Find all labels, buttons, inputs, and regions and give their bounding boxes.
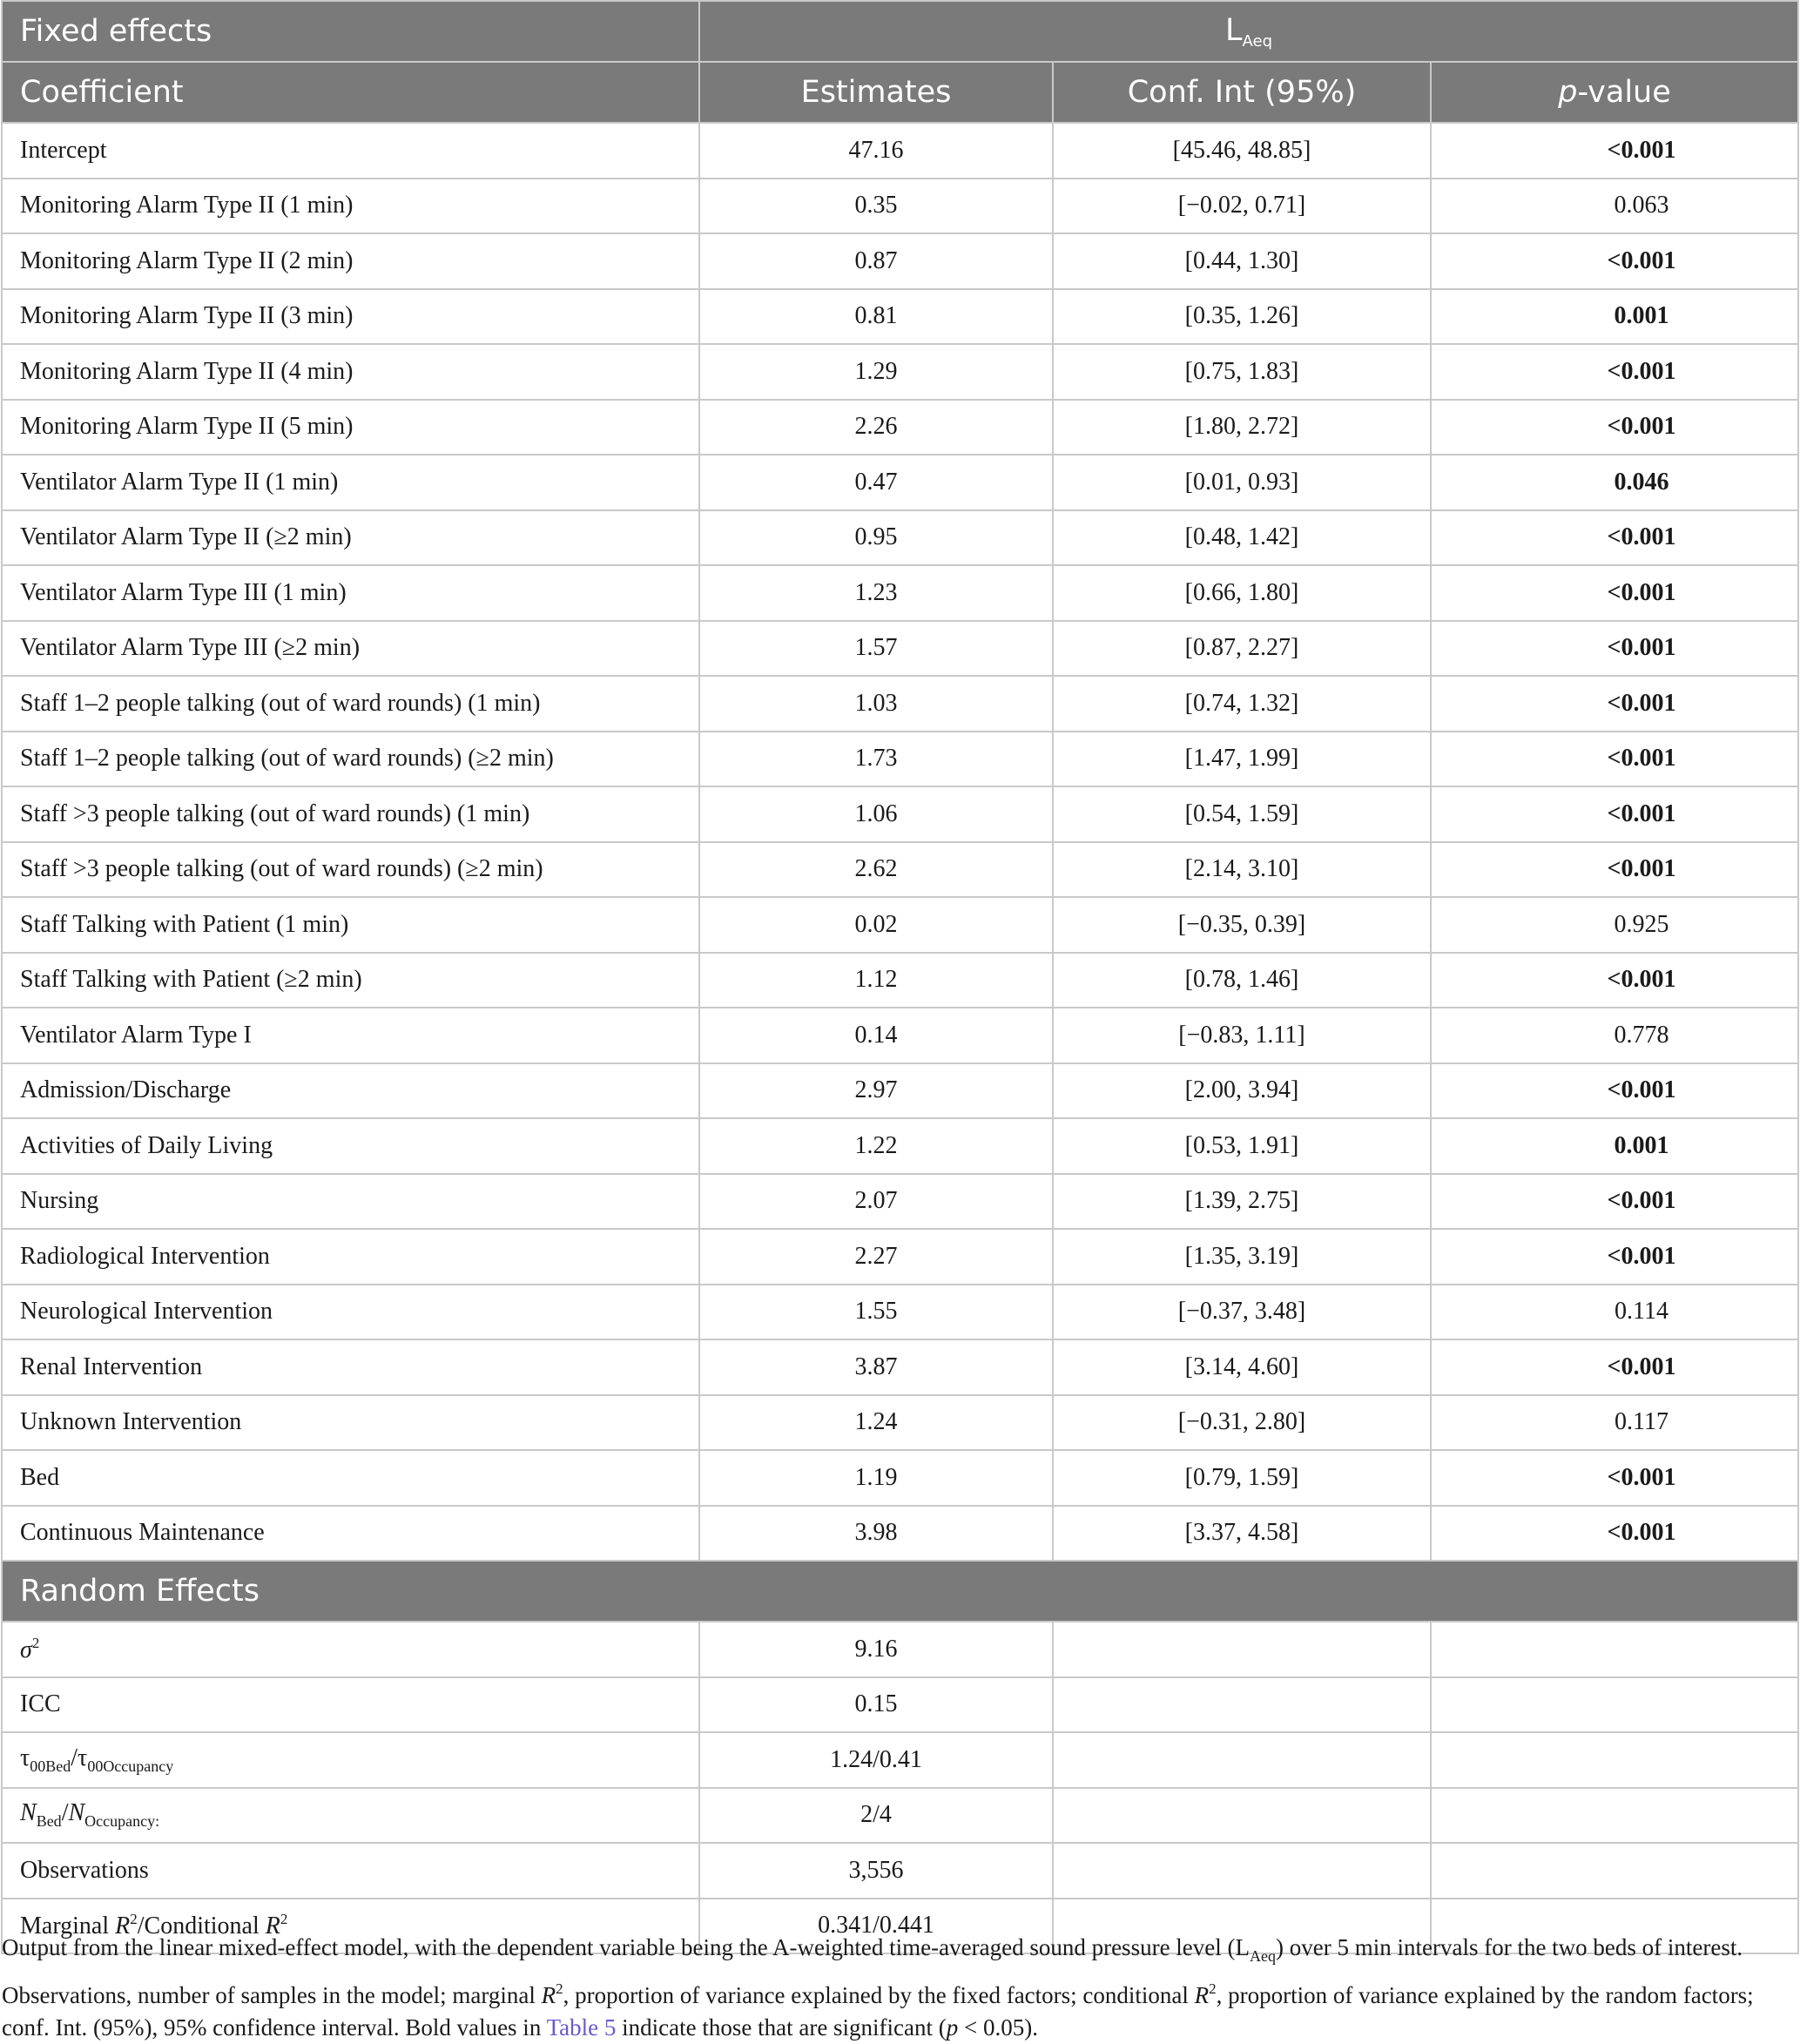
table-row xyxy=(2,510,1798,566)
estimate-cell: 0.81 xyxy=(699,289,1053,345)
ci-cell: [0.66, 1.80] xyxy=(1053,565,1431,621)
estimate-cell: 3.87 xyxy=(699,1339,1053,1395)
ci-cell: [45.46, 48.85] xyxy=(1053,123,1431,179)
random-row-n xyxy=(2,1788,1798,1844)
r2-r1: R xyxy=(115,1912,131,1940)
laeq-sub: Aeq xyxy=(1242,31,1273,51)
estimate-cell: 1.12 xyxy=(699,953,1053,1009)
p-value-cell: 0.114 xyxy=(1431,1285,1798,1340)
p-value-cell: <0.001 xyxy=(1431,786,1798,842)
random-row-sigma xyxy=(2,1622,1798,1677)
p-value-cell: <0.001 xyxy=(1431,676,1798,732)
caption-sup: 2 xyxy=(1209,1980,1217,1997)
ci-cell: [0.75, 1.83] xyxy=(1053,344,1431,400)
p-value-cell: <0.001 xyxy=(1431,953,1798,1009)
n-label xyxy=(2,1788,699,1844)
ci-cell: [−0.83, 1.11] xyxy=(1053,1008,1431,1063)
r2-sup1: 2 xyxy=(130,1911,138,1928)
table-row xyxy=(2,455,1798,510)
p-value-cell: <0.001 xyxy=(1431,1063,1798,1119)
table-row xyxy=(2,344,1798,400)
estimates-header: Estimates xyxy=(699,62,1053,123)
estimate-cell: 1.19 xyxy=(699,1450,1053,1506)
p-value-cell: 0.925 xyxy=(1431,897,1798,953)
empty-cell xyxy=(1053,1843,1431,1899)
ci-cell: [0.01, 0.93] xyxy=(1053,455,1431,510)
p-value-cell: <0.001 xyxy=(1431,1450,1798,1506)
estimate-cell: 2.97 xyxy=(699,1063,1053,1119)
coefficient-cell: Monitoring Alarm Type II (3 min) xyxy=(2,289,699,345)
ci-cell: [3.37, 4.58] xyxy=(1053,1506,1431,1562)
coefficient-cell: Bed xyxy=(2,1450,699,1506)
p-value-cell: <0.001 xyxy=(1431,510,1798,566)
estimate-cell: 2.62 xyxy=(699,842,1053,898)
observations-value: 3,556 xyxy=(699,1843,1053,1899)
icc-label: ICC xyxy=(2,1677,699,1733)
p-value-cell: <0.001 xyxy=(1431,842,1798,898)
table-row xyxy=(2,400,1798,455)
table-row xyxy=(2,1285,1798,1340)
ci-cell: [−0.02, 0.71] xyxy=(1053,179,1431,234)
estimate-cell: 47.16 xyxy=(699,123,1053,179)
p-value-cell: <0.001 xyxy=(1431,732,1798,787)
table-row xyxy=(2,1118,1798,1174)
coefficient-cell: Staff >3 people talking (out of ward rounds) (≥2 min) xyxy=(2,842,699,898)
coefficient-cell: Monitoring Alarm Type II (5 min) xyxy=(2,400,699,455)
sigma-label xyxy=(2,1622,699,1677)
ci-cell: [−0.31, 2.80] xyxy=(1053,1395,1431,1451)
random-effects-title-row xyxy=(2,1561,1798,1622)
coefficient-cell: Unknown Intervention xyxy=(2,1395,699,1451)
coefficient-cell: Nursing xyxy=(2,1174,699,1230)
sigma-value: 9.16 xyxy=(699,1622,1053,1677)
estimate-cell: 1.23 xyxy=(699,565,1053,621)
coefficient-cell: Admission/Discharge xyxy=(2,1063,699,1119)
coefficient-cell: Ventilator Alarm Type II (≥2 min) xyxy=(2,510,699,566)
table-row xyxy=(2,1506,1798,1562)
coefficient-cell: Monitoring Alarm Type II (4 min) xyxy=(2,344,699,400)
r2-value: 0.341/0.441 xyxy=(699,1899,1053,1954)
empty-cell xyxy=(1431,1677,1798,1733)
empty-cell xyxy=(1431,1622,1798,1677)
fixed-effects-body xyxy=(2,123,1798,1561)
table-row xyxy=(2,621,1798,677)
tau-value: 1.24/0.41 xyxy=(699,1732,1053,1788)
ci-cell: [1.47, 1.99] xyxy=(1053,732,1431,787)
table-caption xyxy=(2,1932,1796,2044)
p-value-cell: <0.001 xyxy=(1431,1174,1798,1230)
coefficient-cell: Activities of Daily Living xyxy=(2,1118,699,1174)
ci-cell: [0.48, 1.42] xyxy=(1053,510,1431,566)
random-row-observations xyxy=(2,1843,1798,1899)
coefficient-cell: Staff 1–2 people talking (out of ward rounds) (≥2 min) xyxy=(2,732,699,787)
estimate-cell: 1.29 xyxy=(699,344,1053,400)
table-row xyxy=(2,842,1798,898)
random-row-icc xyxy=(2,1677,1798,1733)
caption-part: < 0.05). xyxy=(958,2014,1038,2041)
header-row-top xyxy=(2,1,1798,62)
p-value-cell: 0.117 xyxy=(1431,1395,1798,1451)
tau-1: τ xyxy=(20,1744,30,1771)
caption-p: p xyxy=(946,2014,959,2041)
ci-cell: [0.53, 1.91] xyxy=(1053,1118,1431,1174)
tau-2-sub: 00Occupancy xyxy=(87,1757,174,1775)
sigma-symbol: σ xyxy=(20,1636,32,1663)
coefficient-cell: Ventilator Alarm Type III (1 min) xyxy=(2,565,699,621)
table-row xyxy=(2,953,1798,1009)
empty-cell xyxy=(1431,1788,1798,1844)
table-row xyxy=(2,233,1798,289)
sigma-sup: 2 xyxy=(31,1634,40,1651)
observations-label: Observations xyxy=(2,1843,699,1899)
results-table xyxy=(1,0,1799,1954)
table-row xyxy=(2,1339,1798,1395)
coefficient-cell: Neurological Intervention xyxy=(2,1285,699,1340)
coefficient-cell: Monitoring Alarm Type II (1 min) xyxy=(2,179,699,234)
estimate-cell: 2.07 xyxy=(699,1174,1053,1230)
ci-cell: [1.35, 3.19] xyxy=(1053,1229,1431,1285)
estimate-cell: 3.98 xyxy=(699,1506,1053,1562)
tau-2: τ xyxy=(78,1744,88,1771)
n-1-sub: Bed xyxy=(36,1812,62,1831)
table-row xyxy=(2,786,1798,842)
table-row xyxy=(2,565,1798,621)
p-value-cell: <0.001 xyxy=(1431,1339,1798,1395)
coefficient-cell: Radiological Intervention xyxy=(2,1229,699,1285)
p-value-cell: <0.001 xyxy=(1431,344,1798,400)
empty-cell xyxy=(1053,1788,1431,1844)
p-value-cell: <0.001 xyxy=(1431,1506,1798,1562)
tau-slash: / xyxy=(71,1744,78,1771)
random-row-tau xyxy=(2,1732,1798,1788)
caption-part: , proportion of variance explained by the fixed factors; conditional xyxy=(563,1982,1195,2008)
p-value-cell: 0.001 xyxy=(1431,289,1798,345)
table-row xyxy=(2,1063,1798,1119)
estimate-cell: 0.87 xyxy=(699,233,1053,289)
caption-part: indicate those that are significant ( xyxy=(616,2014,947,2041)
estimate-cell: 1.55 xyxy=(699,1285,1053,1340)
p-value-cell: <0.001 xyxy=(1431,233,1798,289)
p-value-cell: 0.001 xyxy=(1431,1118,1798,1174)
r2-r2: R xyxy=(265,1912,280,1940)
n-2: N xyxy=(68,1799,85,1827)
p-value-cell: 0.778 xyxy=(1431,1008,1798,1063)
coefficient-cell: Renal Intervention xyxy=(2,1339,699,1395)
ci-cell: [0.44, 1.30] xyxy=(1053,233,1431,289)
coefficient-header: Coefficient xyxy=(2,62,699,123)
estimate-cell: 0.02 xyxy=(699,897,1053,953)
ci-cell: [1.39, 2.75] xyxy=(1053,1174,1431,1230)
ci-cell: [−0.37, 3.48] xyxy=(1053,1285,1431,1340)
estimate-cell: 1.22 xyxy=(699,1118,1053,1174)
table-row xyxy=(2,676,1798,732)
p-value-cell: <0.001 xyxy=(1431,400,1798,455)
ci-cell: [0.87, 2.27] xyxy=(1053,621,1431,677)
r2-sup2: 2 xyxy=(280,1911,288,1928)
ci-cell: [2.00, 3.94] xyxy=(1053,1063,1431,1119)
ci-cell: [0.54, 1.59] xyxy=(1053,786,1431,842)
caption-r: R xyxy=(541,1982,556,2008)
estimate-cell: 1.03 xyxy=(699,676,1053,732)
caption-sub: Aeq xyxy=(1250,1947,1277,1965)
laeq-main: L xyxy=(1225,12,1243,48)
estimate-cell: 0.47 xyxy=(699,455,1053,510)
p-value-cell: <0.001 xyxy=(1431,621,1798,677)
caption-part: ) over 5 min intervals for the two beds of interest. Observations, number of samples in the model; marginal xyxy=(2,1934,1743,2008)
table-row xyxy=(2,289,1798,345)
random-effects-body xyxy=(2,1561,1798,1953)
coefficient-cell: Monitoring Alarm Type II (2 min) xyxy=(2,233,699,289)
random-effects-header: Random Effects xyxy=(2,1561,1798,1622)
coefficient-cell: Ventilator Alarm Type II (1 min) xyxy=(2,455,699,510)
ci-cell: [1.80, 2.72] xyxy=(1053,400,1431,455)
empty-cell xyxy=(1053,1677,1431,1733)
estimate-cell: 1.06 xyxy=(699,786,1053,842)
tau-label xyxy=(2,1732,699,1788)
estimate-cell: 0.95 xyxy=(699,510,1053,566)
table-row xyxy=(2,123,1798,179)
ci-cell: [−0.35, 0.39] xyxy=(1053,897,1431,953)
n-value: 2/4 xyxy=(699,1788,1053,1844)
caption-sup: 2 xyxy=(556,1980,563,1997)
ci-cell: [2.14, 3.10] xyxy=(1053,842,1431,898)
caption-part: Output from the linear mixed-effect model, with the dependent variable being the A-weighted time-averaged sound pressure level (L xyxy=(2,1934,1251,1960)
ci-cell: [0.35, 1.26] xyxy=(1053,289,1431,345)
estimate-cell: 0.35 xyxy=(699,179,1053,234)
estimate-cell: 2.27 xyxy=(699,1229,1053,1285)
coefficient-cell: Staff >3 people talking (out of ward rounds) (1 min) xyxy=(2,786,699,842)
table-row xyxy=(2,179,1798,234)
coefficient-cell: Intercept xyxy=(2,123,699,179)
p-rest: -value xyxy=(1577,75,1671,110)
n-slash: / xyxy=(61,1799,69,1827)
empty-cell xyxy=(1431,1732,1798,1788)
coefficient-cell: Staff Talking with Patient (1 min) xyxy=(2,897,699,953)
ci-cell: [3.14, 4.60] xyxy=(1053,1339,1431,1395)
conf-int-header: Conf. Int (95%) xyxy=(1053,62,1431,123)
p-value-cell: <0.001 xyxy=(1431,565,1798,621)
empty-cell xyxy=(1053,1622,1431,1677)
p-value-cell: 0.063 xyxy=(1431,179,1798,234)
coefficient-cell: Continuous Maintenance xyxy=(2,1506,699,1562)
estimate-cell: 2.26 xyxy=(699,400,1053,455)
table-row xyxy=(2,1229,1798,1285)
ci-cell: [0.78, 1.46] xyxy=(1053,953,1431,1009)
header-row-columns xyxy=(2,62,1798,123)
icc-value: 0.15 xyxy=(699,1677,1053,1733)
n-1: N xyxy=(20,1799,37,1827)
p-italic: p xyxy=(1558,75,1578,110)
laeq-header xyxy=(699,1,1798,62)
coefficient-cell: Staff 1–2 people talking (out of ward rounds) (1 min) xyxy=(2,676,699,732)
table-row xyxy=(2,1008,1798,1063)
table-5-link[interactable]: Table 5 xyxy=(546,2014,617,2041)
table-row xyxy=(2,897,1798,953)
coefficient-cell: Staff Talking with Patient (≥2 min) xyxy=(2,953,699,1009)
p-value-cell: <0.001 xyxy=(1431,1229,1798,1285)
estimate-cell: 1.57 xyxy=(699,621,1053,677)
r2-mid: /Conditional xyxy=(137,1912,266,1940)
empty-cell xyxy=(1053,1732,1431,1788)
estimate-cell: 0.14 xyxy=(699,1008,1053,1063)
tau-1-sub: 00Bed xyxy=(30,1757,71,1775)
estimate-cell: 1.24 xyxy=(699,1395,1053,1451)
table-row xyxy=(2,1174,1798,1230)
fixed-effects-header: Fixed effects xyxy=(2,1,699,62)
n-2-sub: Occupancy: xyxy=(84,1812,160,1831)
ci-cell: [0.79, 1.59] xyxy=(1053,1450,1431,1506)
caption-part: , proportion of variance explained by the random factors; conf. Int. (95%), 95% confidence interval. Bold values in xyxy=(2,1982,1754,2041)
empty-cell xyxy=(1431,1843,1798,1899)
p-value-header xyxy=(1431,62,1798,123)
table-row xyxy=(2,1450,1798,1506)
coefficient-cell: Ventilator Alarm Type I xyxy=(2,1008,699,1063)
caption-r: R xyxy=(1194,1982,1210,2008)
estimate-cell: 1.73 xyxy=(699,732,1053,787)
ci-cell: [0.74, 1.32] xyxy=(1053,676,1431,732)
p-value-cell: 0.046 xyxy=(1431,455,1798,510)
coefficient-cell: Ventilator Alarm Type III (≥2 min) xyxy=(2,621,699,677)
table-row xyxy=(2,732,1798,787)
p-value-cell: <0.001 xyxy=(1431,123,1798,179)
r2-pre: Marginal xyxy=(20,1912,116,1940)
table-row xyxy=(2,1395,1798,1451)
